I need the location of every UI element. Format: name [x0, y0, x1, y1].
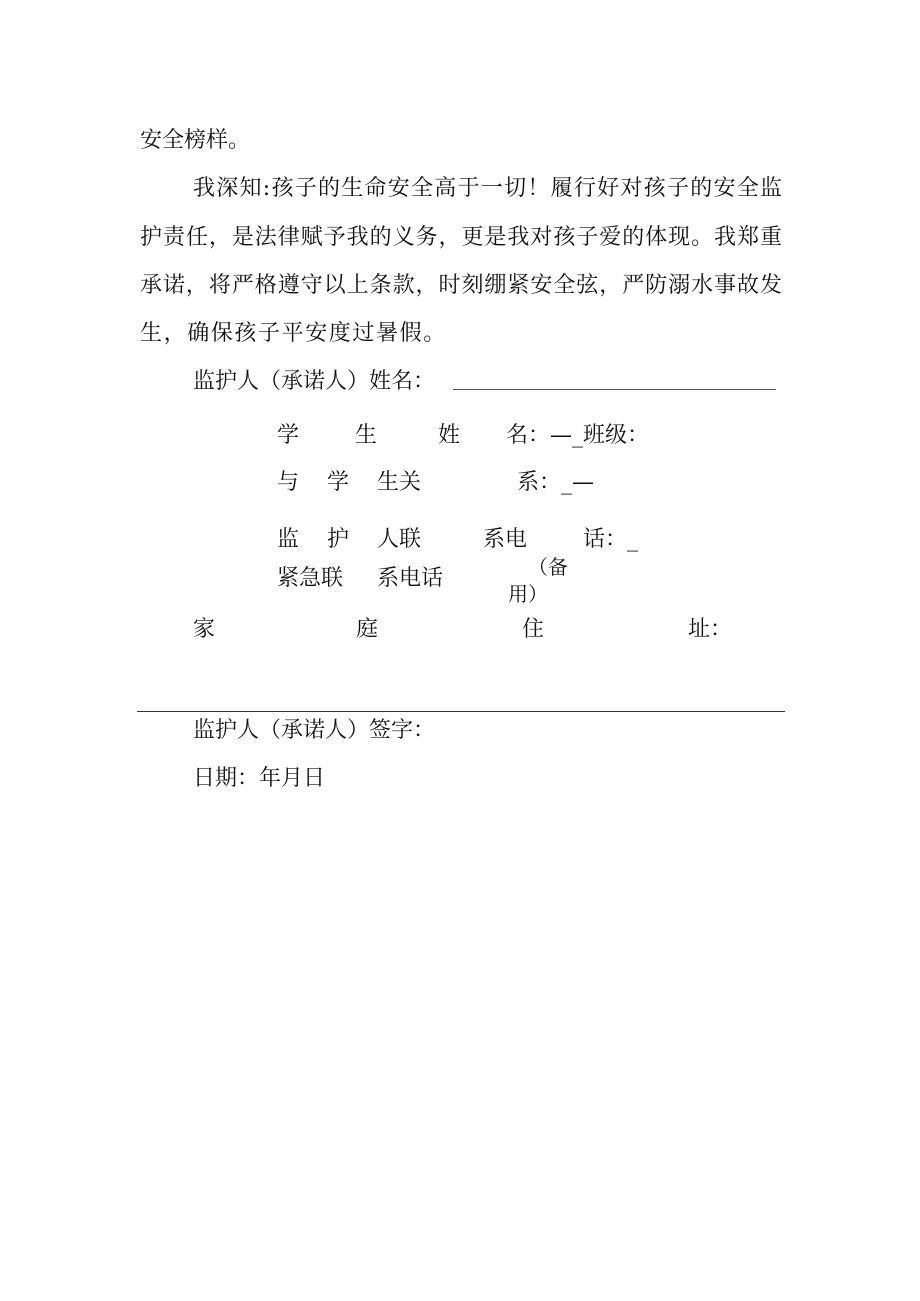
guardian-phone-char: 监	[277, 527, 300, 552]
emergency-label: 系电话	[377, 566, 444, 591]
signature-label: 监护人（承诺人）签字：	[193, 718, 436, 743]
relation-char: 与	[277, 470, 300, 495]
student-name-char: 生	[355, 423, 378, 448]
guardian-phone-label: 话：_	[583, 527, 639, 552]
relation-label: 系：_—	[517, 470, 595, 495]
guardian-phone-char: 系电	[483, 527, 528, 552]
address-blank[interactable]	[137, 711, 785, 712]
paragraph-line: 生，确保孩子平安度过暑假。	[140, 321, 447, 346]
paragraph-line: 我深知:孩子的生命安全高于一切！履行好对孩子的安全监	[193, 176, 782, 201]
emergency-note: （备	[528, 555, 568, 579]
paragraph-line: 护责任，是法律赋予我的义务，更是我对孩子爱的体现。我郑重	[140, 225, 782, 250]
guardian-name-blank[interactable]	[453, 389, 776, 390]
paragraph-line: 承诺，将严格遵守以上条款，时刻绷紧安全弦，严防溺水事故发	[140, 273, 782, 298]
address-char: 庭	[356, 617, 379, 642]
student-name-class-label: 名：—_班级：	[506, 423, 650, 448]
guardian-name-label: 监护人（承诺人）姓名：	[193, 369, 436, 394]
relation-char: 生关	[377, 470, 422, 495]
emergency-contact-row	[270, 550, 590, 606]
emergency-label: 紧急联	[277, 566, 344, 591]
guardian-phone-char: 人联	[377, 527, 422, 552]
address-char: 住	[522, 617, 545, 642]
student-name-char: 学	[277, 423, 300, 448]
address-label: 址：	[688, 617, 733, 642]
address-char: 家	[193, 617, 216, 642]
emergency-note: 用）	[508, 582, 548, 606]
date-label: 日期：年月日	[193, 766, 326, 791]
guardian-phone-char: 护	[327, 527, 350, 552]
student-name-char: 姓	[438, 423, 461, 448]
relation-char: 学	[327, 470, 350, 495]
paragraph-tail: 安全榜样。	[140, 128, 251, 153]
